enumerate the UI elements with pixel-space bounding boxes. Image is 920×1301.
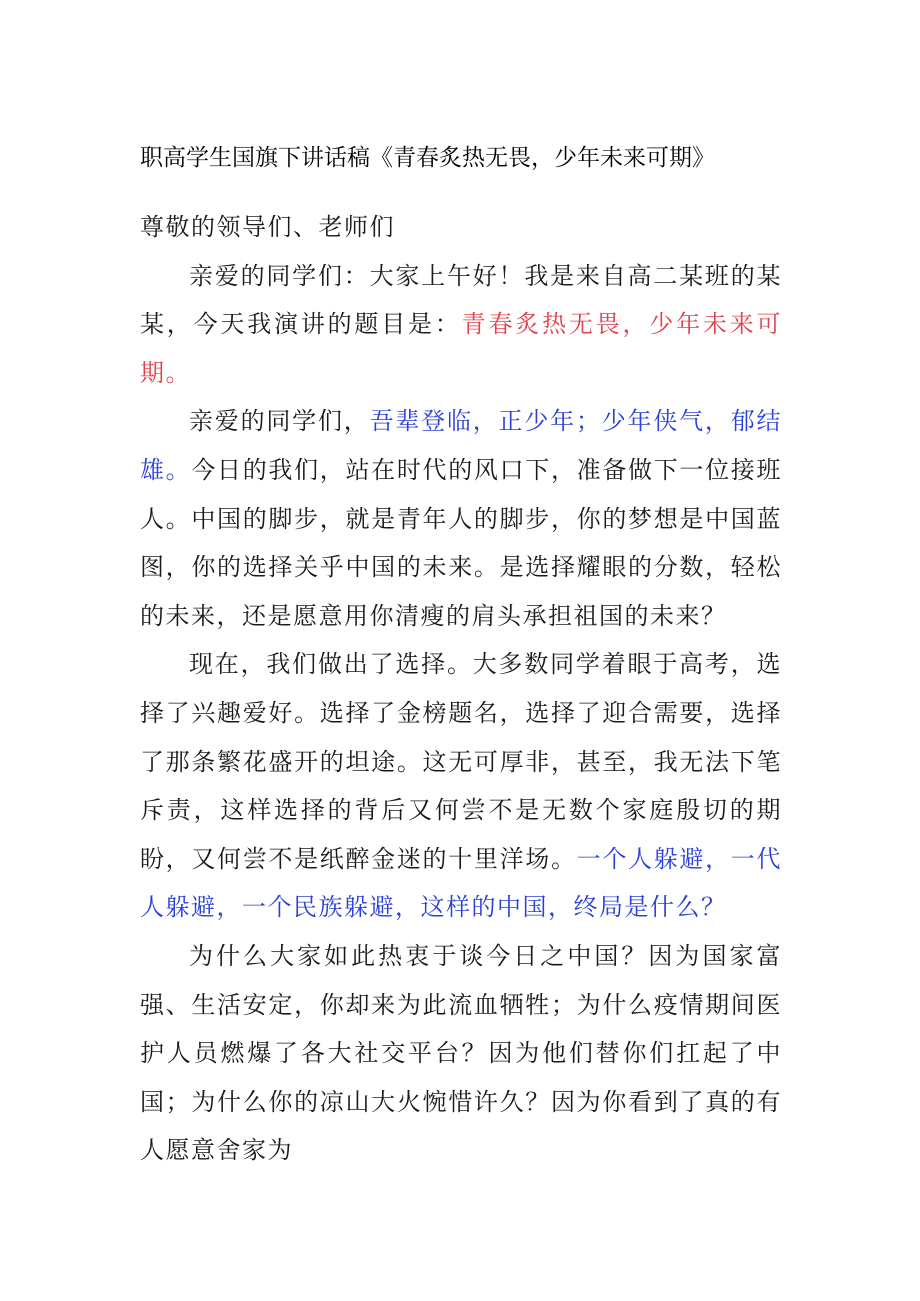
salutation: 尊敬的领导们、老师们 <box>140 213 395 241</box>
paragraph-youth <box>140 397 782 640</box>
speech-body <box>140 203 782 1175</box>
choice-body-text: 现在，我们做出了选择。大多数同学着眼于高考，选择了兴趣爱好。选择了金榜题名，选择了迎合需要，选择了那条繁花盛开的坦途。这无可厚非，甚至，我无法下笔斥责，这样选择的背后又何尝不是无数个家庭殷切的期盼，又何尝不是纸醉金迷的十里洋场。 <box>140 650 782 873</box>
paragraph-greeting <box>140 252 782 398</box>
speech-topic-highlight: 青春炙热无畏，少年未来可期。 <box>140 310 783 387</box>
youth-body-text: 今日的我们，站在时代的风口下，准备做下一位接班人。中国的脚步，就是青年人的脚步，你的梦想是中国蓝图，你的选择关乎中国的未来。是选择耀眼的分数，轻松的未来，还是愿意用你清瘦的肩头承担祖国的未来？ <box>140 455 782 630</box>
poem-quote-highlight: 吾辈登临，正少年；少年侠气，郁结雄。 <box>140 407 783 484</box>
why-body-text: 为什么大家如此热衷于谈今日之中国？因为国家富强、生活安定，你却来为此流血牺牲；为什么疫情期间医护人员燃爆了各大社交平台？因为他们替你们扛起了中国；为什么你的凉山大火惋惜许久？因为你看到了真的有人愿意舍家为 <box>140 941 782 1165</box>
youth-intro-text: 亲爱的同学们， <box>189 407 370 436</box>
paragraph-why <box>140 932 782 1175</box>
page-title: 职高学生国旗下讲话稿《青春炙热无畏，少年未来可期》 <box>140 145 715 171</box>
nation-question-highlight: 一个人躲避，一代人躲避，一个民族躲避，这样的中国，终局是什么？ <box>140 844 782 922</box>
paragraph-choice <box>140 640 782 932</box>
greeting-text: 亲爱的同学们：大家上午好！我是来自高二某班的某某，今天我演讲的题目是： <box>140 261 782 339</box>
